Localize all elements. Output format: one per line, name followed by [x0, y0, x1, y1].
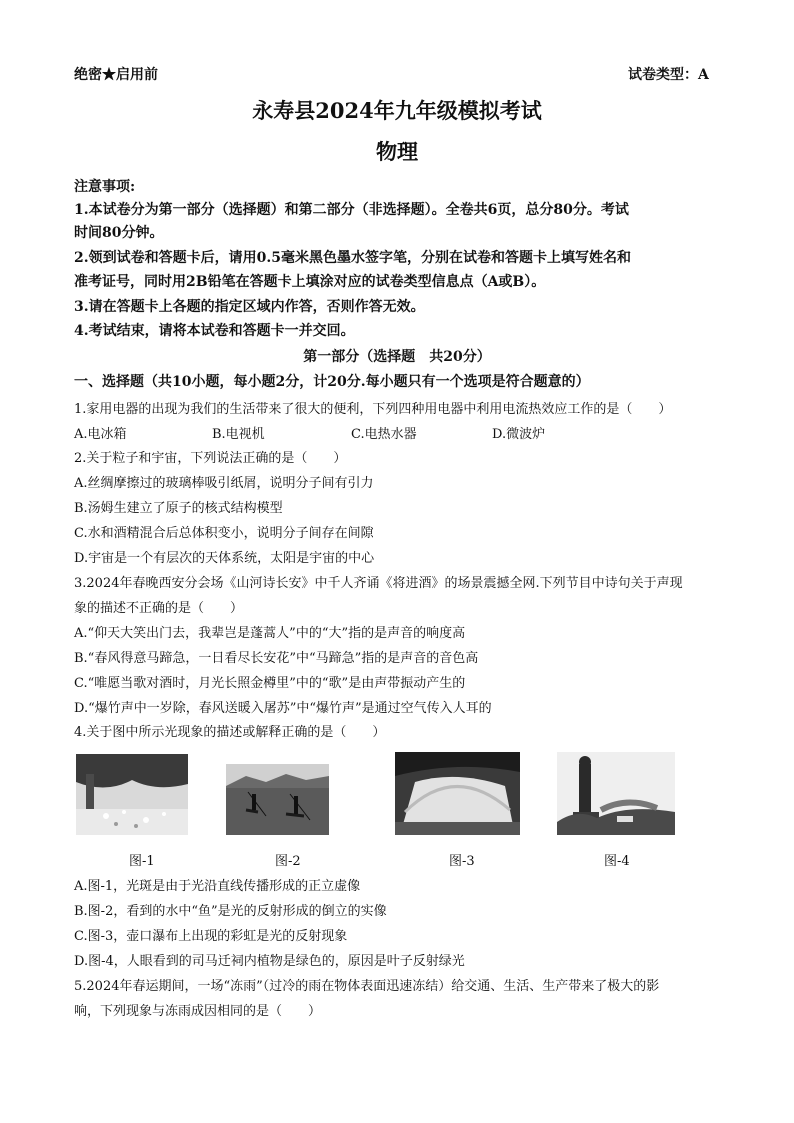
figure-4-photo — [557, 752, 675, 835]
figure-4-caption: 图-4 — [604, 854, 630, 869]
question-1-option-c: C.电热水器 — [351, 427, 417, 442]
paper-type-label: 试卷类型：A — [628, 67, 709, 83]
question-2-option-d: D.宇宙是一个有层次的天体系统，太阳是宇宙的中心 — [74, 551, 375, 566]
notice-item-3: 3.请在答题卡上各题的指定区域内作答，否则作答无效。 — [74, 299, 425, 315]
question-3-option-b: B.“春风得意马蹄急，一日看尽长安花”中“马蹄急”指的是声音的音色高 — [74, 651, 479, 666]
question-4-option-b: B.图-2，看到的水中“鱼”是光的反射形成的倒立的实像 — [74, 904, 387, 919]
notice-heading: 注意事项: — [74, 179, 136, 195]
confidential-label: 绝密★启用前 — [74, 67, 158, 83]
notice-item-2-line-1: 2.领到试卷和答题卡后，请用0.5毫米黑色墨水签字笔，分别在试卷和答题卡上填写姓名和 — [74, 250, 631, 266]
question-3-stem-line-2: 象的描述不正确的是（ ） — [74, 601, 244, 616]
question-4-option-d: D.图-4，人眼看到的司马迁祠内植物是绿色的，原因是叶子反射绿光 — [74, 954, 465, 969]
question-4-option-c: C.图-3，壶口瀑布上出现的彩虹是光的反射现象 — [74, 929, 348, 944]
notice-item-1-line-1: 1.本试卷分为第一部分（选择题）和第二部分（非选择题）。全卷共6页，总分80分。考试 — [74, 202, 629, 218]
question-3-stem-line-1: 3.2024年春晚西安分会场《山河诗长安》中千人齐诵《将进酒》的场景震撼全网.下列节目中诗句关于声现 — [74, 576, 683, 591]
question-2-option-c: C.水和酒精混合后总体积变小，说明分子间存在间隙 — [74, 526, 374, 541]
question-1-option-d: D.微波炉 — [492, 427, 546, 442]
question-3-option-c: C.“唯愿当歌对酒时，月光长照金樽里”中的“歌”是由声带振动产生的 — [74, 676, 466, 691]
question-3-option-d: D.“爆竹声中一岁除，春风送暖入屠苏”中“爆竹声”是通过空气传入人耳的 — [74, 701, 492, 716]
figure-2-photo — [226, 764, 329, 835]
figure-1-caption: 图-1 — [129, 854, 155, 869]
question-4-option-a: A.图-1，光斑是由于光沿直线传播形成的正立虚像 — [74, 879, 361, 894]
notice-item-1-line-2: 时间80分钟。 — [74, 225, 164, 241]
question-4-stem: 4.关于图中所示光现象的描述或解释正确的是（ ） — [74, 725, 386, 740]
question-1-option-a: A.电冰箱 — [74, 427, 127, 442]
question-3-option-a: A.“仰天大笑出门去，我辈岂是蓬蒿人”中的“大”指的是声音的响度高 — [74, 626, 466, 641]
figure-1-photo — [76, 754, 188, 835]
figure-2-caption: 图-2 — [275, 854, 301, 869]
question-1-stem: 1.家用电器的出现为我们的生活带来了很大的便利，下列四种用电器中利用电流热效应工作的是（ ） — [74, 402, 672, 417]
section-heading: 一、选择题（共10小题，每小题2分，计20分.每小题只有一个选项是符合题意的） — [74, 374, 590, 390]
question-2-stem: 2.关于粒子和宇宙，下列说法正确的是（ ） — [74, 451, 347, 466]
notice-item-2-line-2: 准考证号，同时用2B铅笔在答题卡上填涂对应的试卷类型信息点（A或B）。 — [74, 274, 546, 290]
figure-3-photo — [395, 752, 520, 835]
question-5-stem-line-1: 5.2024年春运期间，一场“冻雨”（过冷的雨在物体表面迅速冻结）给交通、生活、生产带来了极大的影 — [74, 979, 660, 994]
question-1-option-b: B.电视机 — [212, 427, 265, 442]
question-2-option-b: B.汤姆生建立了原子的核式结构模型 — [74, 501, 283, 516]
figure-3-caption: 图-3 — [449, 854, 475, 869]
part1-heading: 第一部分（选择题 共20分） — [303, 349, 491, 365]
notice-item-4: 4.考试结束，请将本试卷和答题卡一并交回。 — [74, 323, 355, 339]
question-5-stem-line-2: 响，下列现象与冻雨成因相同的是（ ） — [74, 1004, 322, 1019]
subject-title: 物理 — [376, 139, 418, 164]
exam-title: 永寿县2024年九年级模拟考试 — [252, 98, 542, 123]
question-2-option-a: A.丝绸摩擦过的玻璃棒吸引纸屑，说明分子间有引力 — [74, 476, 374, 491]
